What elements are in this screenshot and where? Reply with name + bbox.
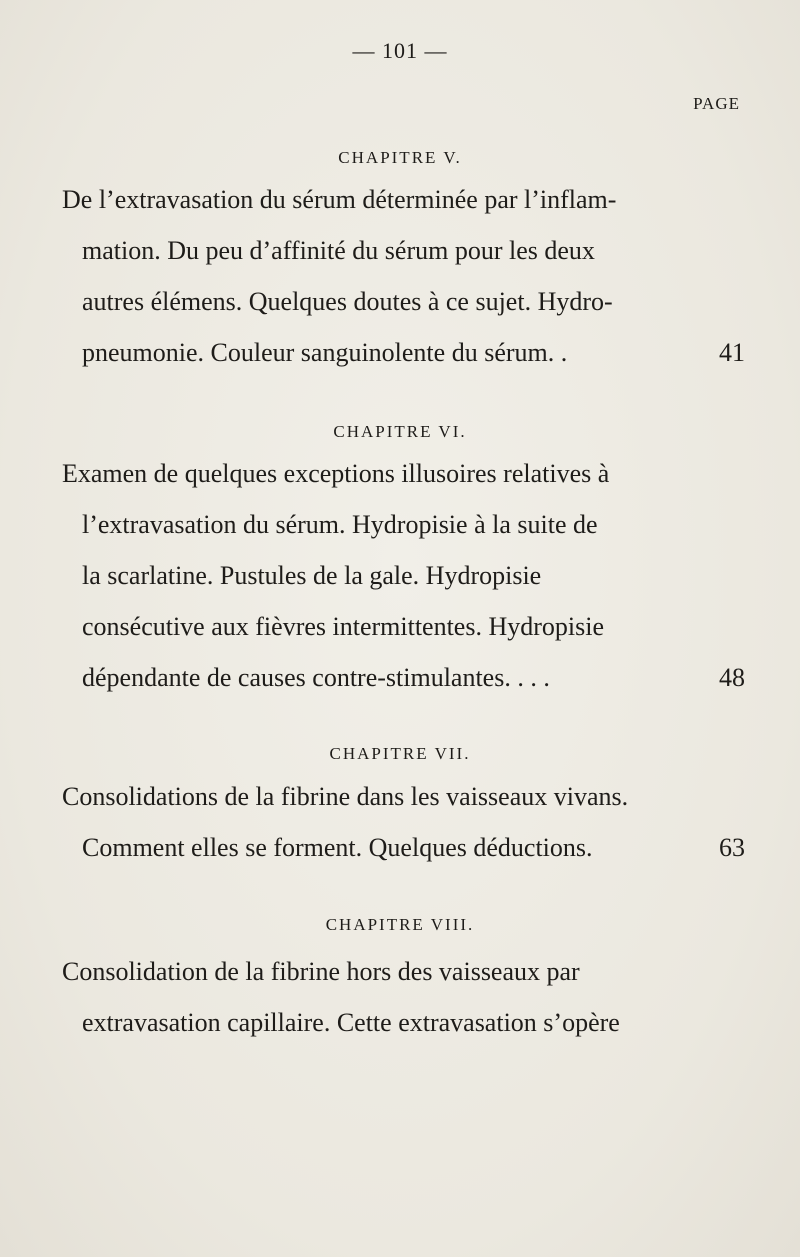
entry-line: la scarlatine. Pustules de la gale. Hydropisie	[82, 561, 542, 590]
entry-line: dépendante de causes contre-stimulantes. . . .	[82, 663, 550, 692]
chapter-heading: CHAPITRE VIII.	[325, 915, 475, 934]
chapter-heading: CHAPITRE VI.	[333, 422, 467, 441]
entry-line: Consolidation de la fibrine hors des vaisseaux par	[62, 957, 580, 986]
page-number: 48	[719, 663, 745, 692]
folio-number: — 101 —	[352, 38, 448, 63]
page-number: 63	[719, 833, 745, 862]
chapter-heading: CHAPITRE V.	[338, 148, 462, 167]
entry-line: Examen de quelques exceptions illusoires relatives à	[62, 459, 610, 488]
chapter-heading: CHAPITRE VII.	[329, 744, 471, 763]
entry-line: consécutive aux fièvres intermittentes. Hydropisie	[82, 612, 605, 641]
entry-line: extravasation capillaire. Cette extravasation s’opère	[82, 1008, 620, 1037]
entry-line: pneumonie. Couleur sanguinolente du sérum. .	[82, 338, 568, 367]
entry-line: l’extravasation du sérum. Hydropisie à la suite de	[82, 510, 598, 539]
entry-line: Comment elles se forment. Quelques déductions.	[82, 833, 593, 862]
entry-line: autres élémens. Quelques doutes à ce sujet. Hydro-	[82, 287, 613, 316]
entry-line: mation. Du peu d’affinité du sérum pour les deux	[82, 236, 595, 265]
page-number: 41	[719, 338, 745, 367]
entry-line: Consolidations de la fibrine dans les vaisseaux vivans.	[62, 782, 629, 811]
page-column-label: PAGE	[693, 94, 740, 113]
entry-line: De l’extravasation du sérum déterminée par l’inflam-	[62, 185, 617, 214]
